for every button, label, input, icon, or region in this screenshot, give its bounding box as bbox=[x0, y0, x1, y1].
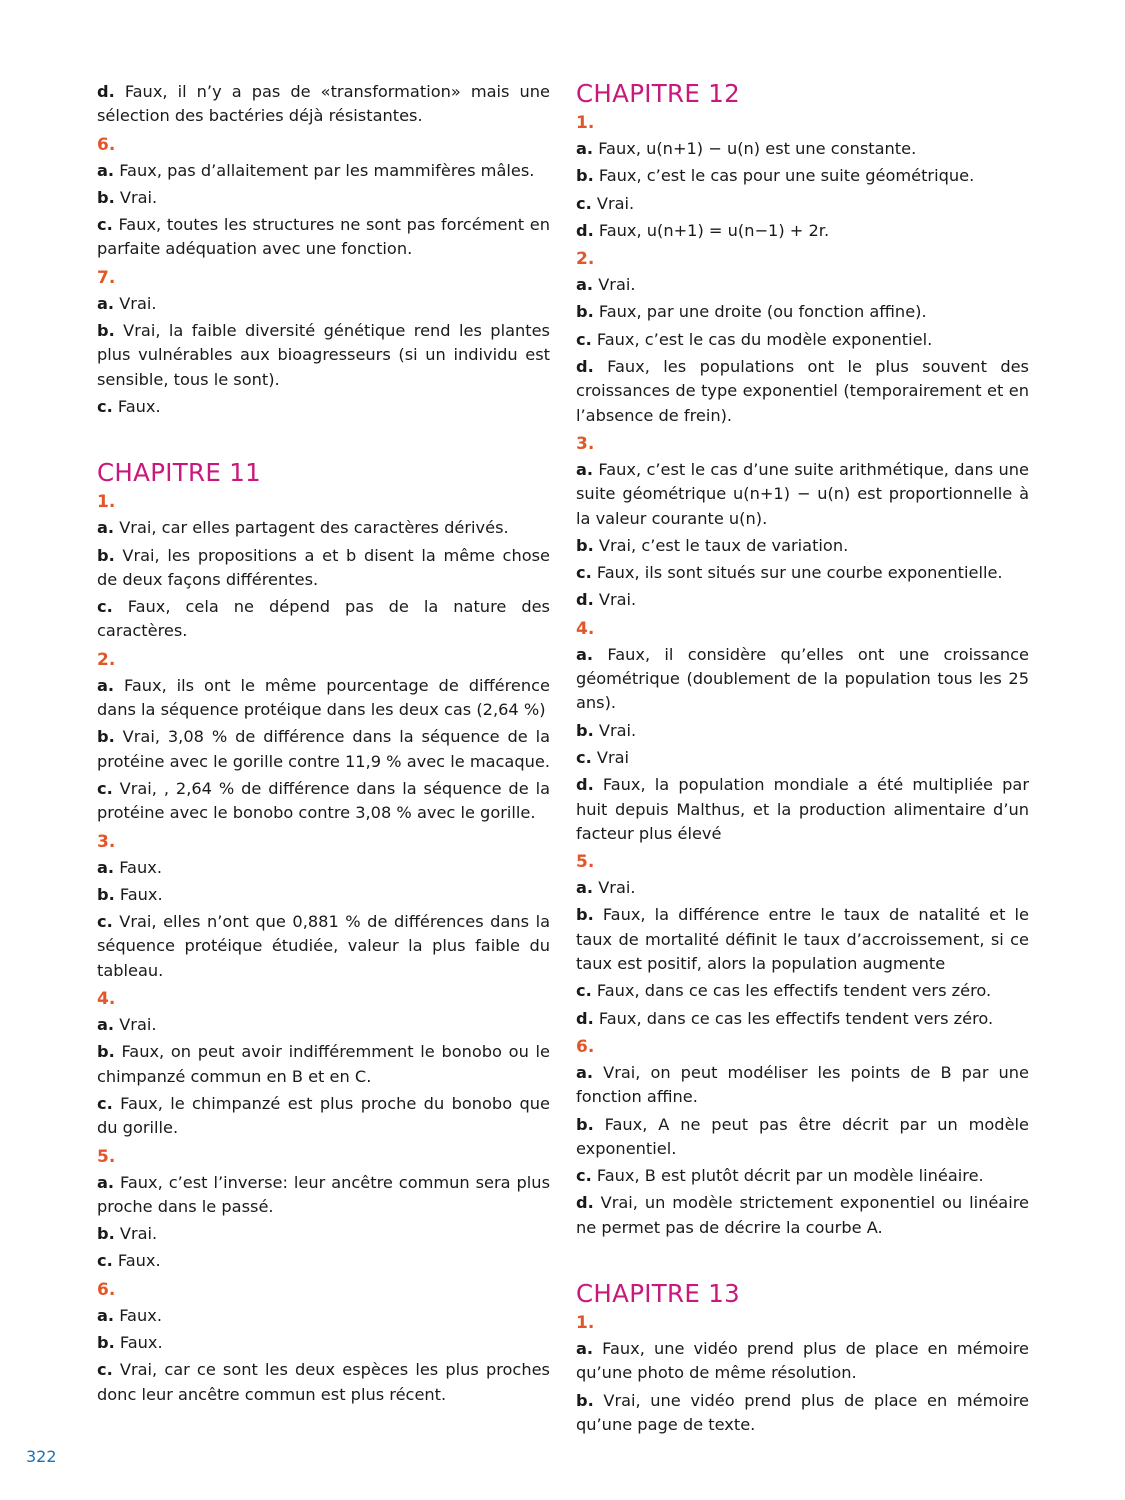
answer-text: Faux, c’est le cas pour une suite géométrique. bbox=[598, 166, 975, 186]
answer-text: Faux, B est plutôt décrit par un modèle linéaire. bbox=[596, 1166, 984, 1186]
question-number: 1. bbox=[576, 1312, 595, 1333]
answer-letter: b. bbox=[576, 166, 594, 186]
answer-letter: b. bbox=[576, 905, 594, 925]
answer-item bbox=[576, 773, 1029, 846]
answer-text: Vrai, la faible diversité génétique rend les plantes plus vulnérables aux bioagresseurs (si un individu est sensible, tous le sont). bbox=[97, 321, 550, 389]
answer-text: Vrai. bbox=[119, 1224, 158, 1244]
chapter-heading: CHAPITRE 11 bbox=[97, 458, 262, 488]
answer-letter: b. bbox=[97, 187, 115, 207]
question-number: 5. bbox=[97, 1146, 116, 1167]
answer-text: Faux, le chimpanzé est plus proche du bonobo que du gorille. bbox=[97, 1093, 550, 1138]
answer-text: Faux, toutes les structures ne sont pas forcément en parfaite adéquation avec une fonction. bbox=[97, 215, 550, 259]
answer-item bbox=[576, 300, 1029, 324]
answer-letter: c. bbox=[576, 329, 592, 349]
answer-item bbox=[576, 903, 1029, 976]
answer-item bbox=[576, 1389, 1029, 1438]
answer-item bbox=[97, 1249, 550, 1273]
answer-letter: c. bbox=[97, 1093, 113, 1113]
answer-letter: a. bbox=[97, 1015, 115, 1035]
answer-item bbox=[97, 1092, 550, 1141]
answer-text: Faux, il considère qu’elles ont une croissance géométrique (doublement de la population tous les 25 ans). bbox=[576, 644, 1029, 713]
answer-text: Vrai. bbox=[598, 590, 637, 610]
answer-item bbox=[576, 137, 1029, 161]
answer-item bbox=[576, 1164, 1029, 1188]
answer-letter: a. bbox=[97, 293, 115, 313]
question-number: 7. bbox=[97, 267, 116, 288]
answer-item bbox=[97, 1358, 550, 1407]
left-column bbox=[97, 80, 550, 1410]
answer-item bbox=[576, 328, 1029, 352]
answer-text: Faux, c’est l’inverse: leur ancêtre commun sera plus proche dans le passé. bbox=[97, 1172, 551, 1216]
answer-item bbox=[576, 273, 1029, 297]
answer-letter: d. bbox=[576, 590, 594, 610]
answer-text: Vrai, car ce sont les deux espèces les plus proches donc leur ancêtre commun est plus récent. bbox=[97, 1360, 550, 1404]
section-gap bbox=[97, 422, 550, 459]
answer-text: Faux. bbox=[119, 1305, 162, 1325]
answer-item bbox=[576, 588, 1029, 612]
question-number: 4. bbox=[97, 989, 116, 1010]
answer-letter: b. bbox=[97, 1332, 115, 1352]
answer-letter: d. bbox=[576, 220, 594, 240]
answer-text: Faux, dans ce cas les effectifs tendent vers zéro. bbox=[596, 981, 992, 1001]
question-number: 6. bbox=[97, 1279, 116, 1300]
question-number: 4. bbox=[576, 618, 595, 639]
answer-text: Vrai. bbox=[596, 193, 635, 213]
answer-item bbox=[576, 746, 1029, 770]
answer-item bbox=[576, 192, 1029, 216]
answer-item bbox=[576, 1337, 1029, 1386]
question-number: 1. bbox=[576, 113, 595, 133]
answer-item bbox=[576, 876, 1029, 900]
answer-item bbox=[97, 1040, 550, 1089]
answer-text: Faux, dans ce cas les effectifs tendent vers zéro. bbox=[598, 1008, 994, 1028]
answer-text: Faux, cela ne dépend pas de la nature des caractères. bbox=[97, 597, 550, 641]
answer-item bbox=[97, 395, 550, 419]
answer-letter: a. bbox=[97, 160, 115, 180]
answer-item bbox=[97, 292, 550, 316]
answer-letter: b. bbox=[576, 1390, 594, 1410]
answer-letter: c. bbox=[97, 396, 113, 416]
answer-item bbox=[97, 159, 550, 183]
answer-text: Vrai, une vidéo prend plus de place en mémoire qu’une page de texte. bbox=[576, 1390, 1029, 1434]
answer-letter: b. bbox=[576, 1114, 594, 1134]
answer-letter: b. bbox=[97, 321, 115, 341]
answer-text: Faux. bbox=[119, 884, 163, 904]
answer-item bbox=[576, 1061, 1029, 1110]
answer-letter: a. bbox=[97, 1305, 115, 1325]
answer-letter: b. bbox=[97, 1042, 115, 1062]
answer-text: Faux, A ne peut pas être décrit par un modèle exponentiel. bbox=[576, 1114, 1029, 1158]
answer-text: Vrai, car elles partagent des caractères dérivés. bbox=[119, 518, 509, 538]
answer-text: Faux, les populations ont le plus souvent des croissances de type exponentiel (temporairement et en l’absence de frein). bbox=[576, 357, 1029, 425]
answer-text: Faux, u(n+1) = u(n−1) + 2r. bbox=[598, 220, 830, 240]
question-number: 2. bbox=[97, 649, 116, 670]
answer-text: Faux, c’est le cas d’une suite arithmétique, dans une suite géométrique u(n+1) − u(n) est proportionnelle à la valeur courante u(n). bbox=[576, 459, 1029, 528]
answer-text: Faux, la différence entre le taux de natalité et le taux de mortalité définit le taux d’accroissement, si ce taux est positif, alors la population augmente bbox=[576, 905, 1029, 974]
answer-letter: c. bbox=[97, 912, 113, 932]
answer-letter: a. bbox=[576, 878, 594, 898]
answer-letter: c. bbox=[576, 563, 592, 583]
answer-letter: b. bbox=[576, 720, 594, 740]
answer-letter: b. bbox=[97, 727, 115, 747]
answer-text: Faux, une vidéo prend plus de place en mémoire qu’une photo de même résolution. bbox=[576, 1338, 1029, 1383]
answer-letter: a. bbox=[576, 139, 594, 158]
answer-letter: a. bbox=[576, 1338, 594, 1358]
answer-letter: d. bbox=[576, 357, 594, 377]
question-number: 6. bbox=[97, 134, 116, 155]
answer-text: Faux, par une droite (ou fonction affine). bbox=[598, 302, 927, 322]
answer-letter: a. bbox=[576, 459, 594, 479]
answer-letter: d. bbox=[576, 1193, 594, 1213]
answer-letter: b. bbox=[97, 545, 115, 565]
answer-text: Vrai, , 2,64 % de différence dans la séquence de la protéine avec le bonobo contre 3,08 % avec le gorille. bbox=[97, 778, 550, 823]
chapter-heading: CHAPITRE 13 bbox=[576, 1278, 741, 1308]
answer-text: Faux, la population mondiale a été multipliée par huit depuis Malthus, et la production alimentaire d’un facteur plus élevé bbox=[576, 775, 1029, 843]
answer-item bbox=[576, 979, 1029, 1003]
answer-letter: c. bbox=[576, 747, 592, 767]
answer-item bbox=[97, 1331, 550, 1355]
answer-letter: a. bbox=[97, 857, 115, 877]
question-number: 6. bbox=[576, 1036, 595, 1057]
answer-text: Faux, u(n+1) − u(n) est une constante. bbox=[598, 139, 917, 158]
answer-item bbox=[576, 561, 1029, 585]
chapter-heading: CHAPITRE 12 bbox=[576, 79, 741, 108]
answer-text: Vrai bbox=[596, 747, 630, 767]
answer-text: Vrai. bbox=[598, 720, 637, 740]
answer-text: Faux. bbox=[119, 857, 162, 877]
answer-item bbox=[97, 910, 550, 983]
answer-item bbox=[97, 319, 550, 392]
answer-letter: b. bbox=[97, 884, 115, 904]
answer-item bbox=[576, 164, 1029, 188]
answer-item bbox=[576, 534, 1029, 558]
answer-text: Faux, c’est le cas du modèle exponentiel. bbox=[596, 329, 933, 349]
answer-item bbox=[97, 80, 550, 129]
answer-item bbox=[97, 777, 550, 826]
answer-text: Vrai, un modèle strictement exponentiel ou linéaire ne permet pas de décrire la courbe A. bbox=[576, 1193, 1029, 1237]
answer-item bbox=[97, 856, 550, 880]
answer-letter: a. bbox=[576, 275, 594, 295]
section-gap bbox=[576, 1243, 1029, 1280]
answer-text: Faux, pas d’allaitement par les mammifères mâles. bbox=[119, 160, 535, 180]
question-number: 5. bbox=[576, 852, 595, 873]
answer-letter: c. bbox=[97, 778, 113, 798]
answer-text: Faux, ils sont situés sur une courbe exponentielle. bbox=[596, 563, 1003, 583]
answer-letter: c. bbox=[97, 215, 113, 235]
answer-letter: b. bbox=[97, 1224, 115, 1244]
answer-item bbox=[97, 544, 550, 593]
question-number: 2. bbox=[576, 249, 595, 270]
answer-item bbox=[97, 1304, 550, 1328]
answer-text: Vrai, elles n’ont que 0,881 % de différences dans la séquence protéique étudiée, valeur la plus faible du tableau. bbox=[97, 912, 550, 980]
answer-letter: c. bbox=[97, 1251, 113, 1271]
answer-letter: c. bbox=[97, 597, 113, 617]
answer-item bbox=[576, 355, 1029, 428]
answer-item bbox=[576, 643, 1029, 716]
answer-item bbox=[97, 213, 550, 262]
answer-item bbox=[97, 1171, 550, 1220]
answer-item bbox=[97, 186, 550, 210]
answer-letter: d. bbox=[576, 1008, 594, 1028]
answer-text: Vrai. bbox=[119, 1015, 157, 1035]
answer-item bbox=[576, 719, 1029, 743]
answer-item bbox=[576, 458, 1029, 531]
answer-letter: c. bbox=[576, 193, 592, 213]
answer-text: Vrai. bbox=[119, 293, 157, 313]
answer-item bbox=[97, 1222, 550, 1246]
answer-text: Vrai. bbox=[119, 187, 158, 207]
answer-text: Faux, ils ont le même pourcentage de différence dans la séquence protéique dans les deux cas (2,64 %) bbox=[97, 675, 550, 720]
answer-letter: b. bbox=[576, 302, 594, 322]
answer-item bbox=[97, 725, 550, 774]
question-number: 3. bbox=[576, 433, 595, 454]
answer-item bbox=[576, 1007, 1029, 1031]
answer-text: Vrai, 3,08 % de différence dans la séquence de la protéine avec le gorille contre 11,9 % avec le macaque. bbox=[97, 727, 551, 771]
answer-text: Vrai, on peut modéliser les points de B par une fonction affine. bbox=[576, 1062, 1029, 1107]
answer-text: Vrai, les propositions a et b disent la même chose de deux façons différentes. bbox=[97, 545, 551, 589]
answer-letter: a. bbox=[576, 644, 594, 664]
answer-text: Faux, il n’y a pas de «transformation» mais une sélection des bactéries déjà résistantes. bbox=[97, 82, 550, 126]
answer-text: Faux. bbox=[117, 1251, 161, 1271]
answer-letter: a. bbox=[97, 518, 115, 538]
answer-item bbox=[97, 1013, 550, 1037]
page-number: 322 bbox=[26, 1447, 57, 1466]
answer-text: Faux, on peut avoir indifféremment le bonobo ou le chimpanzé commun en B et en C. bbox=[97, 1042, 550, 1086]
answer-letter: c. bbox=[576, 981, 592, 1001]
answer-letter: d. bbox=[576, 775, 594, 795]
answer-item bbox=[97, 674, 550, 723]
answer-text: Vrai. bbox=[598, 275, 636, 295]
answer-letter: c. bbox=[97, 1360, 113, 1380]
question-number: 3. bbox=[97, 831, 116, 852]
answer-letter: b. bbox=[576, 535, 594, 555]
answer-text: Vrai, c’est le taux de variation. bbox=[598, 535, 849, 555]
answer-text: Faux. bbox=[117, 396, 161, 416]
answer-item bbox=[97, 516, 550, 540]
answer-item bbox=[576, 1113, 1029, 1162]
answer-letter: c. bbox=[576, 1166, 592, 1186]
answer-item bbox=[576, 1191, 1029, 1240]
answer-text: Vrai. bbox=[598, 878, 636, 898]
answer-item bbox=[97, 883, 550, 907]
answer-letter: a. bbox=[97, 675, 115, 695]
answer-letter: d. bbox=[97, 82, 115, 101]
answer-item bbox=[576, 219, 1029, 243]
answer-text: Faux. bbox=[119, 1332, 163, 1352]
answer-letter: a. bbox=[97, 1172, 115, 1192]
question-number: 1. bbox=[97, 492, 116, 513]
right-column bbox=[576, 80, 1029, 1440]
answer-item bbox=[97, 595, 550, 644]
answer-letter: a. bbox=[576, 1062, 594, 1082]
